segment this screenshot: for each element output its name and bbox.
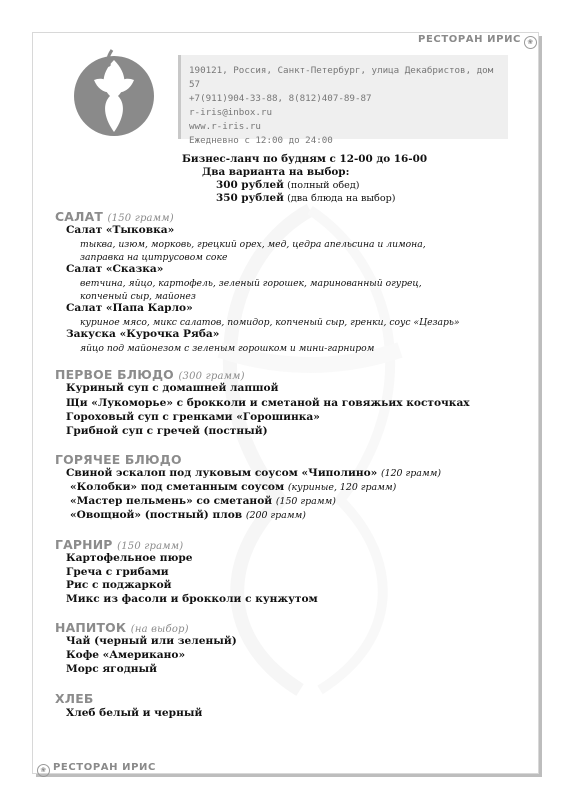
salad-desc: ветчина, яйцо, картофель, зеленый горошек, маринованный огурец, (80, 278, 422, 289)
salad-item: Салат «Тыковка» (66, 224, 175, 236)
iris-logo-icon (72, 46, 156, 140)
lunch-option-2: 350 рублей (два блюда на выбор) (216, 192, 396, 204)
drink-item: Кофе «Американо» (66, 649, 186, 661)
brand-name: РЕСТОРАН ИРИС (418, 34, 521, 45)
section-garnish-title: ГАРНИР (150 грамм) (55, 537, 184, 552)
brand-footer (37, 762, 156, 777)
garnish-item: Рис с поджаркой (66, 579, 172, 591)
garnish-item: Греча с грибами (66, 566, 169, 578)
lunch-option-1: 300 рублей (полный обед) (216, 179, 360, 191)
first-item: Щи «Лукоморье» с брокколи и сметаной на говяжьих косточках (66, 397, 470, 409)
hot-item: Свиной эскалоп под луковым соусом «Чиполино» (120 грамм) (66, 467, 442, 479)
contact-website: www.r-iris.ru (189, 121, 261, 132)
salad-desc: куриное мясо, микс салатов, помидор, копченый сыр, гренки, соус «Цезарь» (80, 317, 460, 328)
brand-name: РЕСТОРАН ИРИС (53, 762, 156, 773)
contact-block (178, 55, 508, 146)
salad-desc: заправка на цитрусовом соке (80, 252, 228, 263)
iris-watermark-icon (160, 200, 460, 700)
iris-mini-icon: ❀ (524, 36, 537, 49)
section-drink-title: НАПИТОК (на выбор) (55, 620, 189, 635)
brand-header (418, 34, 537, 49)
salad-item: Салат «Сказка» (66, 263, 164, 275)
bread-item: Хлеб белый и черный (66, 707, 203, 719)
lunch-subtitle: Два варианта на выбор: (202, 166, 350, 178)
salad-desc: тыква, изюм, морковь, грецкий орех, мед, цедра апельсина и лимона, (80, 239, 426, 250)
hot-item: «Овощной» (постный) плов (200 грамм) (70, 509, 306, 521)
first-item: Гороховый суп с гренками «Горошинка» (66, 411, 320, 423)
contact-hours: Ежедневно с 12:00 до 24:00 (189, 135, 333, 146)
section-salad-title: САЛАТ (150 грамм) (55, 209, 174, 224)
first-item: Грибной суп с гречей (постный) (66, 425, 268, 437)
section-bread-title: ХЛЕБ (55, 691, 94, 706)
garnish-item: Микс из фасоли и брокколи с кунжутом (66, 593, 318, 605)
drink-item: Чай (черный или зеленый) (66, 635, 237, 647)
contact-email: r-iris@inbox.ru (189, 107, 272, 118)
salad-item: Закуска «Курочка Ряба» (66, 328, 220, 340)
hot-item: «Мастер пельмень» со сметаной (150 грамм) (70, 495, 336, 507)
salad-desc: яйцо под майонезом с зеленым горошком и мини-гарниром (80, 343, 375, 354)
section-hot-title: ГОРЯЧЕЕ БЛЮДО (55, 452, 182, 467)
contact-phone: +7(911)904-33-88, 8(812)407-89-87 (189, 93, 372, 104)
section-first-title: ПЕРВОЕ БЛЮДО (300 грамм) (55, 367, 245, 382)
garnish-item: Картофельное пюре (66, 552, 193, 564)
contact-address: 190121, Россия, Санкт-Петербург, улица Декабристов, дом 57 (189, 65, 494, 90)
first-item: Куриный суп с домашней лапшой (66, 382, 279, 394)
salad-item: Салат «Папа Карло» (66, 302, 193, 314)
lunch-title: Бизнес-ланч по будням с 12-00 до 16-00 (182, 153, 428, 165)
salad-desc: копченый сыр, майонез (80, 291, 196, 302)
drink-item: Морс ягодный (66, 663, 158, 675)
hot-item: «Колобки» под сметанным соусом (куриные, 120 грамм) (70, 481, 397, 493)
iris-mini-icon: ❀ (37, 764, 50, 777)
